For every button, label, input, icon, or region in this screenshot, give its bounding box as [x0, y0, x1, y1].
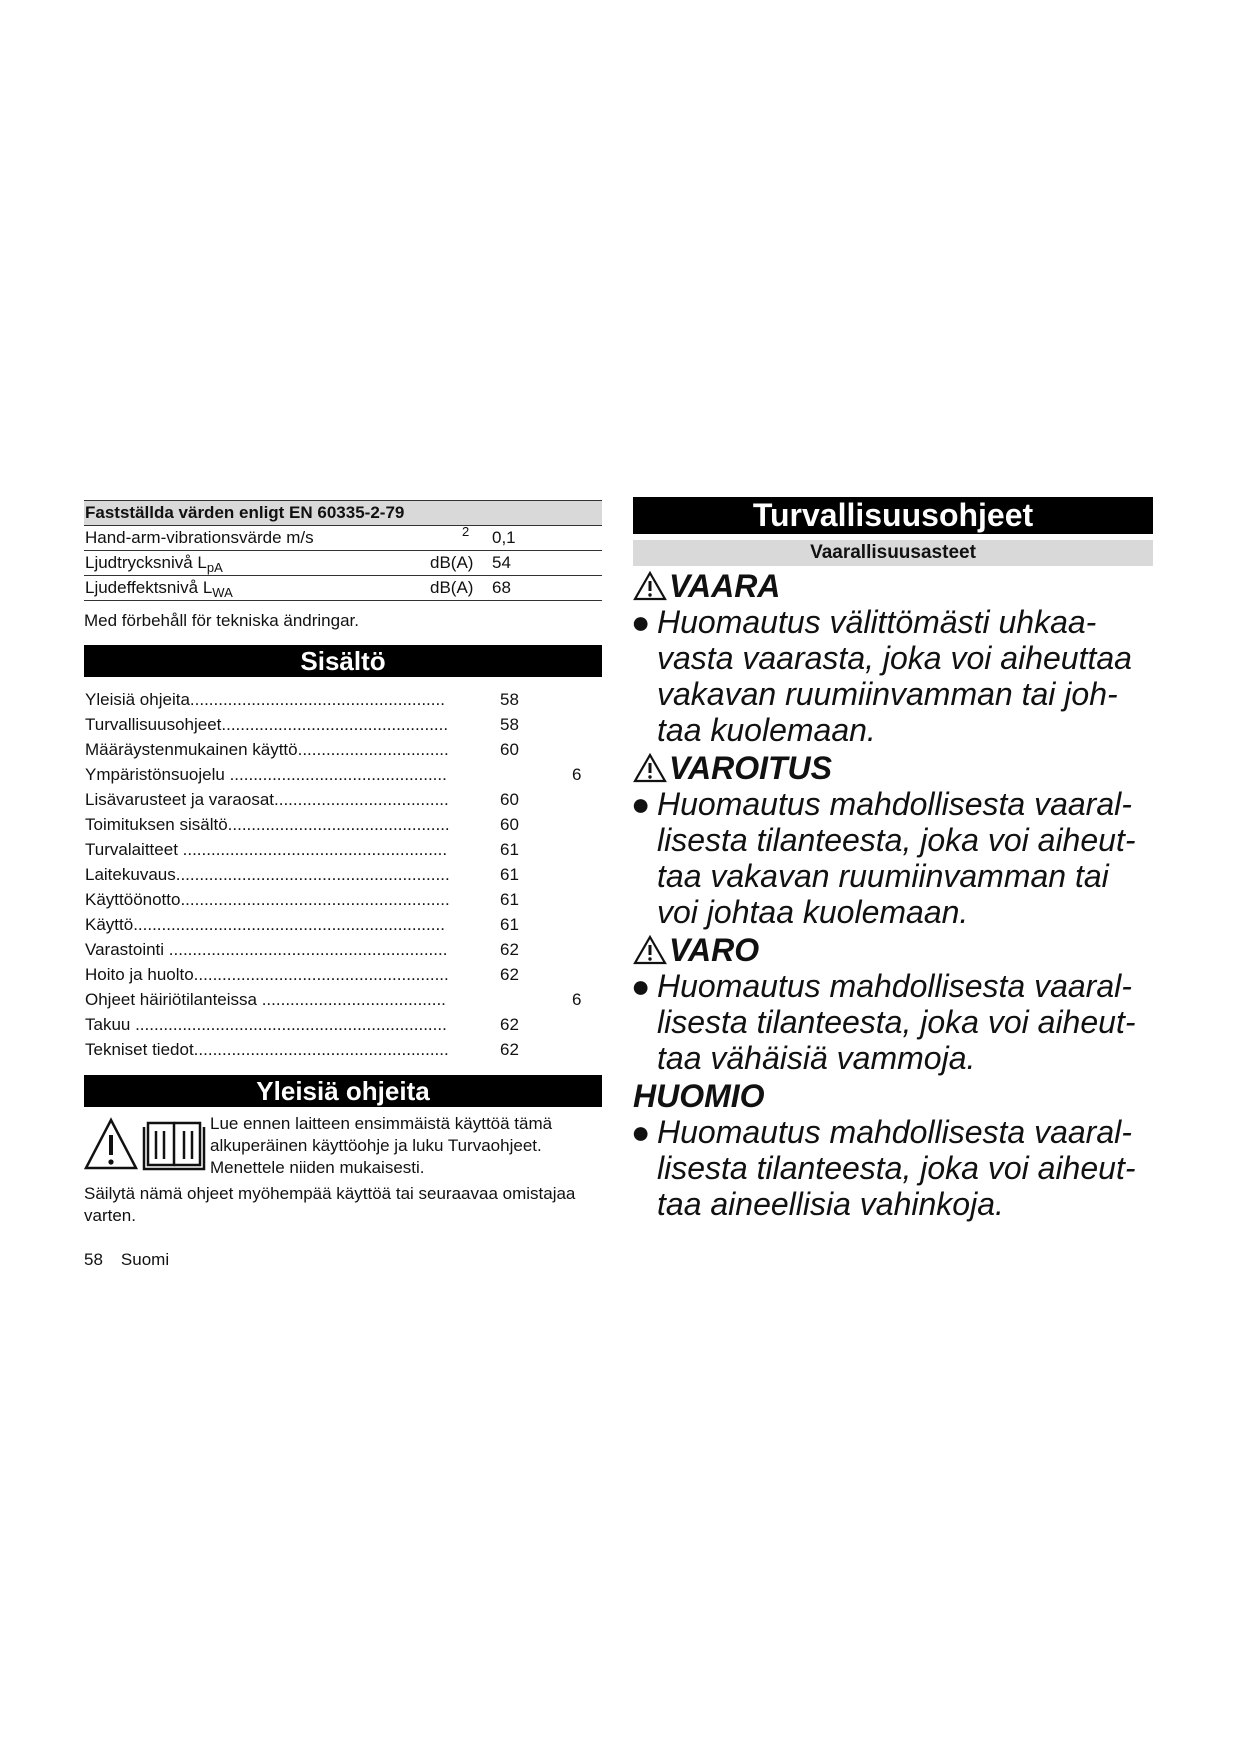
toc-item-page: 60	[500, 815, 519, 834]
spec-table	[84, 500, 602, 601]
general-heading: Yleisiä ohjeita	[84, 1075, 602, 1107]
general-instructions	[84, 1113, 602, 1183]
toc-item	[84, 962, 602, 987]
hazard-level-name: VAARA	[669, 568, 781, 604]
toc-item-title: Hoito ja huolto......................................................	[85, 965, 449, 984]
spec-value: 0,1	[492, 528, 516, 547]
spec-label: Ljudeffektsnivå $L_{WA}$	[85, 578, 233, 600]
toc-item-title: Laitekuvaus..........................................................	[85, 865, 450, 884]
page-footer	[84, 1250, 169, 1270]
hazard-level-title	[633, 568, 1153, 604]
toc-item-title: Yleisiä ohjeita......................................................	[85, 690, 445, 709]
spec-subscript: pA	[206, 560, 223, 575]
spec-subscript: WA	[212, 585, 233, 600]
toc-item-title: Määräystenmukainen käyttö................................	[85, 740, 449, 759]
spec-unit: dB(A)	[430, 553, 474, 572]
hazard-level-description	[633, 1114, 1153, 1222]
hazard-level-title	[633, 1078, 1153, 1114]
toc-item-title: Käyttöönotto.........................................................	[85, 890, 450, 909]
hazard-level-text: Huomautus mahdollisesta vaaral- lisesta tilanteesta, joka voi aiheut- taa vakavan ruumiinvamman tai voi johtaa kuolemaan.	[657, 786, 1136, 930]
toc-item-page: 6	[572, 765, 582, 784]
left-column	[84, 500, 602, 1227]
hazard-level-name: VARO	[669, 932, 760, 968]
hazard-level-text: Huomautus mahdollisesta vaaral- lisesta tilanteesta, joka voi aiheut- taa vähäisiä vammoja.	[657, 968, 1136, 1076]
toc-item-page: 6	[572, 990, 582, 1009]
toc-item	[84, 762, 602, 787]
toc-item-page: 60	[500, 790, 519, 809]
spec-value: 68	[492, 578, 511, 597]
toc-item-title: Tekniset tiedot......................................................	[85, 1040, 449, 1059]
toc-item	[84, 862, 602, 887]
hazard-level-text: Huomautus mahdollisesta vaaral- lisesta tilanteesta, joka voi aiheut- taa aineellisia vahinkoja.	[657, 1114, 1136, 1222]
toc-item-page: 62	[500, 940, 519, 959]
warning-triangle-icon	[633, 753, 667, 783]
bullet-point: ●	[631, 968, 651, 1004]
spec-row-sound-power	[84, 576, 602, 601]
toc-heading: Sisältö	[84, 645, 602, 677]
toc-item-page: 62	[500, 965, 519, 984]
toc-item-page: 61	[500, 840, 519, 859]
general-keep-text: Säilytä nämä ohjeet myöhempää käyttöä tai seuraavaa omistajaa varten.	[84, 1184, 576, 1225]
safety-heading: Turvallisuusohjeet	[633, 497, 1153, 534]
hazard-levels	[633, 568, 1153, 1222]
hazard-level-title	[633, 932, 1153, 968]
toc-item	[84, 712, 602, 737]
bullet-point: ●	[631, 786, 651, 822]
toc-item	[84, 937, 602, 962]
spec-value: 54	[492, 553, 511, 572]
toc-item-title: Ohjeet häiriötilanteissa .......................................	[85, 990, 446, 1009]
toc-item-title: Lisävarusteet ja varaosat.....................................	[85, 790, 449, 809]
toc-item-page: 58	[500, 715, 519, 734]
toc-item-page: 62	[500, 1015, 519, 1034]
hazard-level-name: VAROITUS	[669, 750, 832, 786]
spec-label: Hand-arm-vibrationsvärde m/s	[85, 528, 314, 547]
toc-item-title: Toimituksen sisältö...............................................	[85, 815, 450, 834]
toc-item	[84, 687, 602, 712]
hazard-level-title	[633, 750, 1153, 786]
hazard-level-description	[633, 968, 1153, 1076]
warning-triangle-icon	[633, 935, 667, 965]
hazard-level-description	[633, 786, 1153, 930]
spec-table-title: Fastställda värden enligt EN 60335-2-79	[84, 500, 602, 526]
table-of-contents	[84, 687, 602, 1062]
toc-item-title: Turvalaitteet ........................................................	[85, 840, 448, 859]
spec-row-sound-pressure	[84, 551, 602, 576]
spec-superscript: 2	[462, 524, 470, 539]
toc-item	[84, 812, 602, 837]
warning-manual-icon	[84, 1117, 208, 1171]
toc-item-page: 61	[500, 865, 519, 884]
spec-unit: dB(A)	[430, 578, 474, 597]
page-number: 58	[84, 1250, 103, 1269]
warning-triangle-icon	[633, 571, 667, 601]
hazard-level-name: HUOMIO	[633, 1078, 765, 1114]
spec-label: Ljudtrycksnivå $L_{pA}$	[85, 553, 223, 575]
bullet-point: ●	[631, 604, 651, 640]
bullet-point: ●	[631, 1114, 651, 1150]
general-text: Lue ennen laitteen ensimmäistä käyttöä tämä alkuperäinen käyttöohje ja luku Turvaohjeet. Menettele niiden mukaisesti.	[210, 1114, 553, 1177]
toc-item-title: Turvallisuusohjeet................................................	[85, 715, 449, 734]
toc-item-page: 62	[500, 1040, 519, 1059]
toc-item	[84, 887, 602, 912]
footer-language: Suomi	[120, 1250, 170, 1269]
toc-item-title: Ympäristönsuojelu ..............................................	[85, 765, 447, 784]
spec-row-vibration	[84, 526, 602, 551]
hazard-level-description	[633, 604, 1153, 748]
toc-item-title: Takuu ..................................................................	[85, 1015, 447, 1034]
toc-item-page: 61	[500, 915, 519, 934]
toc-item	[84, 837, 602, 862]
right-column	[633, 497, 1153, 1222]
toc-item-page: 58	[500, 690, 519, 709]
toc-item-title: Varastointi ...........................................................	[85, 940, 448, 959]
hazard-level-text: Huomautus välittömästi uhkaa- vasta vaarasta, joka voi aiheuttaa vakavan ruumiinvamman tai joh- taa kuolemaan.	[657, 604, 1132, 748]
toc-item	[84, 912, 602, 937]
toc-item	[84, 1012, 602, 1037]
toc-item	[84, 787, 602, 812]
hazard-levels-subheading: Vaarallisuusasteet	[633, 540, 1153, 566]
toc-item-page: 60	[500, 740, 519, 759]
toc-item-title: Käyttö..................................................................	[85, 915, 445, 934]
toc-item	[84, 1037, 602, 1062]
toc-item-page: 61	[500, 890, 519, 909]
toc-item	[84, 737, 602, 762]
toc-item	[84, 987, 602, 1012]
spec-note: Med förbehåll för tekniska ändringar.	[84, 611, 359, 630]
